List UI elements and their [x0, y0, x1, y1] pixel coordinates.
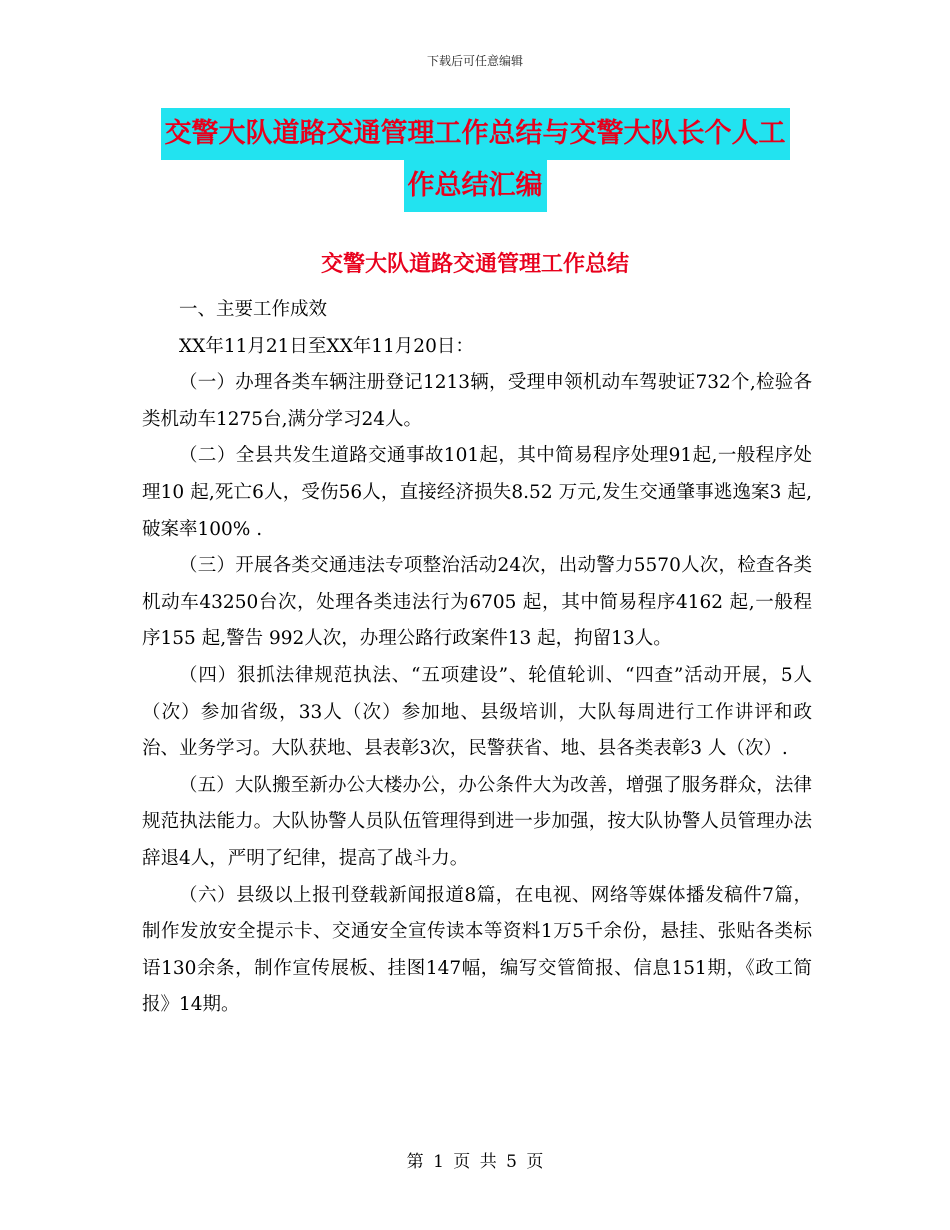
paragraph: （二）全县共发生道路交通事故101起，其中简易程序处理91起,一般程序处理10 起,死亡6人，受伤56人，直接经济损失8.52 万元,发生交通肇事逃逸案3 起,破案率100% . [142, 445, 812, 540]
paragraph: （三）开展各类交通违法专项整治活动24次，出动警力5570人次，检查各类机动车43250台次，处理各类违法行为6705 起，其中简易程序4162 起,一般程序155 起,警告 992人次，办理公路行政案件13 起，拘留13人。 [142, 555, 812, 650]
section-title: 交警大队道路交通管理工作总结 [320, 251, 629, 277]
paragraph: 一、主要工作成效 [179, 299, 328, 320]
title-line-2: 作总结汇编 [404, 160, 547, 212]
paragraph: （五）大队搬至新办公大楼办公，办公条件大为改善，增强了服务群众，法律规范执法能力。大队协警人员队伍管理得到进一步加强，按大队协警人员管理办法辞退4人，严明了纪律，提高了战斗力。 [142, 774, 812, 869]
paragraph: （一）办理各类车辆注册登记1213辆，受理申领机动车驾驶证732个,检验各类机动车1275台,满分学习24人。 [142, 372, 812, 430]
header-note: 下载后可任意编辑 [426, 54, 523, 68]
document-title [0, 108, 950, 212]
body-text [142, 292, 812, 1024]
page-footer: 第 1 页 共 5 页 [406, 1152, 544, 1172]
paragraph: XX年11月21日至XX年11月20日： [179, 335, 474, 357]
paragraph: （六）县级以上报刊登载新闻报道8篇，在电视、网络等媒体播发稿件7篇，制作发放安全提示卡、交通安全宣传读本等资料1万5千余份，悬挂、张贴各类标语130余条，制作宣传展板、挂图147幅，编写交管简报、信息151期，《政工简报》14期。 [142, 884, 812, 1016]
paragraph: （四）狠抓法律规范执法、“五项建设”、轮值轮训、“四查”活动开展，5人（次）参加省级，33人（次）参加地、县级培训，大队每周进行工作讲评和政治、业务学习。大队获地、县表彰3次，民警获省、地、县各类表彰3 人（次）. [142, 664, 812, 760]
title-line-1: 交警大队道路交通管理工作总结与交警大队长个人工 [161, 108, 790, 160]
